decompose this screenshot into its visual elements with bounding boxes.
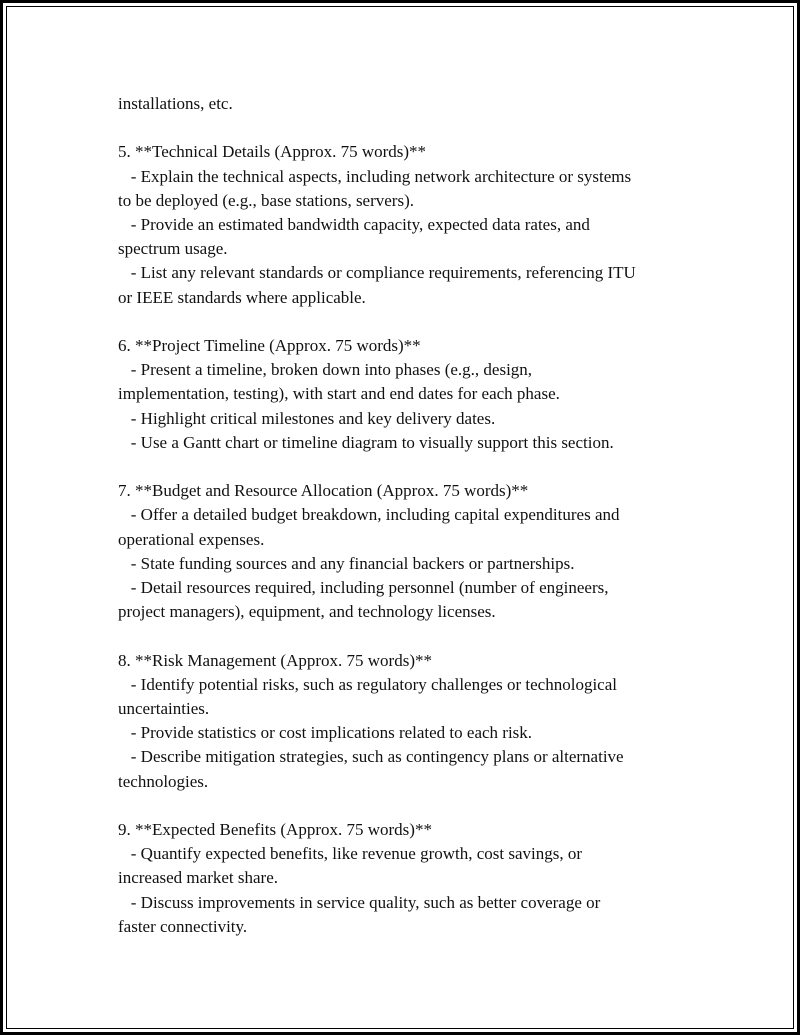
section-line: - Explain the technical aspects, including network architecture or systems (118, 166, 632, 186)
section-line: operational expenses. (118, 529, 265, 549)
section-technical-details (118, 140, 698, 309)
section-line: technologies. (118, 771, 209, 791)
section-line: - Quantify expected benefits, like revenue growth, cost savings, or (118, 844, 583, 864)
section-line: - Provide an estimated bandwidth capacity, expected data rates, and (118, 215, 590, 234)
section-expected-benefits (118, 818, 698, 939)
section-line: - Present a timeline, broken down into phases (e.g., design, (118, 360, 533, 380)
section-line: spectrum usage. (118, 239, 228, 259)
section-line: or IEEE standards where applicable. (118, 287, 366, 307)
paragraph-gap (118, 116, 698, 140)
section-line: project managers), equipment, and technology licenses. (118, 602, 496, 622)
section-line: - Highlight critical milestones and key delivery dates. (118, 408, 496, 428)
paragraph-gap (118, 455, 698, 479)
section-heading: 8. **Risk Management (Approx. 75 words)** (118, 650, 432, 670)
section-line: uncertainties. (118, 699, 210, 719)
section-line: - List any relevant standards or compliance requirements, referencing ITU (118, 263, 636, 283)
section-project-timeline (118, 334, 698, 455)
section-heading: 9. **Expected Benefits (Approx. 75 words)** (118, 820, 432, 840)
paragraph-gap (118, 310, 698, 334)
section-line: - Use a Gantt chart or timeline diagram to visually support this section. (118, 432, 614, 452)
section-heading: 6. **Project Timeline (Approx. 75 words)** (118, 336, 421, 355)
section-line: increased market share. (118, 868, 278, 888)
section-heading: 5. **Technical Details (Approx. 75 words)** (118, 142, 427, 162)
section-line: - Describe mitigation strategies, such as contingency plans or alternative (118, 747, 624, 767)
intro-line: installations, etc. (118, 94, 233, 113)
section-budget-resource-allocation (118, 479, 698, 624)
section-line: - Provide statistics or cost implications related to each risk. (118, 723, 533, 743)
section-line: - Identify potential risks, such as regulatory challenges or technological (118, 674, 617, 694)
section-heading: 7. **Budget and Resource Allocation (Approx. 75 words)** (118, 481, 529, 501)
paragraph-gap (118, 794, 698, 818)
document-body (118, 92, 698, 939)
section-line: faster connectivity. (118, 916, 248, 936)
section-line: - Detail resources required, including personnel (number of engineers, (118, 578, 609, 598)
section-line: to be deployed (e.g., base stations, servers). (118, 190, 414, 210)
section-line: - Discuss improvements in service quality, such as better coverage or (118, 892, 601, 912)
section-risk-management (118, 649, 698, 794)
section-line: - State funding sources and any financial backers or partnerships. (118, 553, 575, 573)
section-line: implementation, testing), with start and end dates for each phase. (118, 384, 560, 404)
paragraph-gap (118, 624, 698, 648)
section-line: - Offer a detailed budget breakdown, including capital expenditures and (118, 505, 620, 525)
